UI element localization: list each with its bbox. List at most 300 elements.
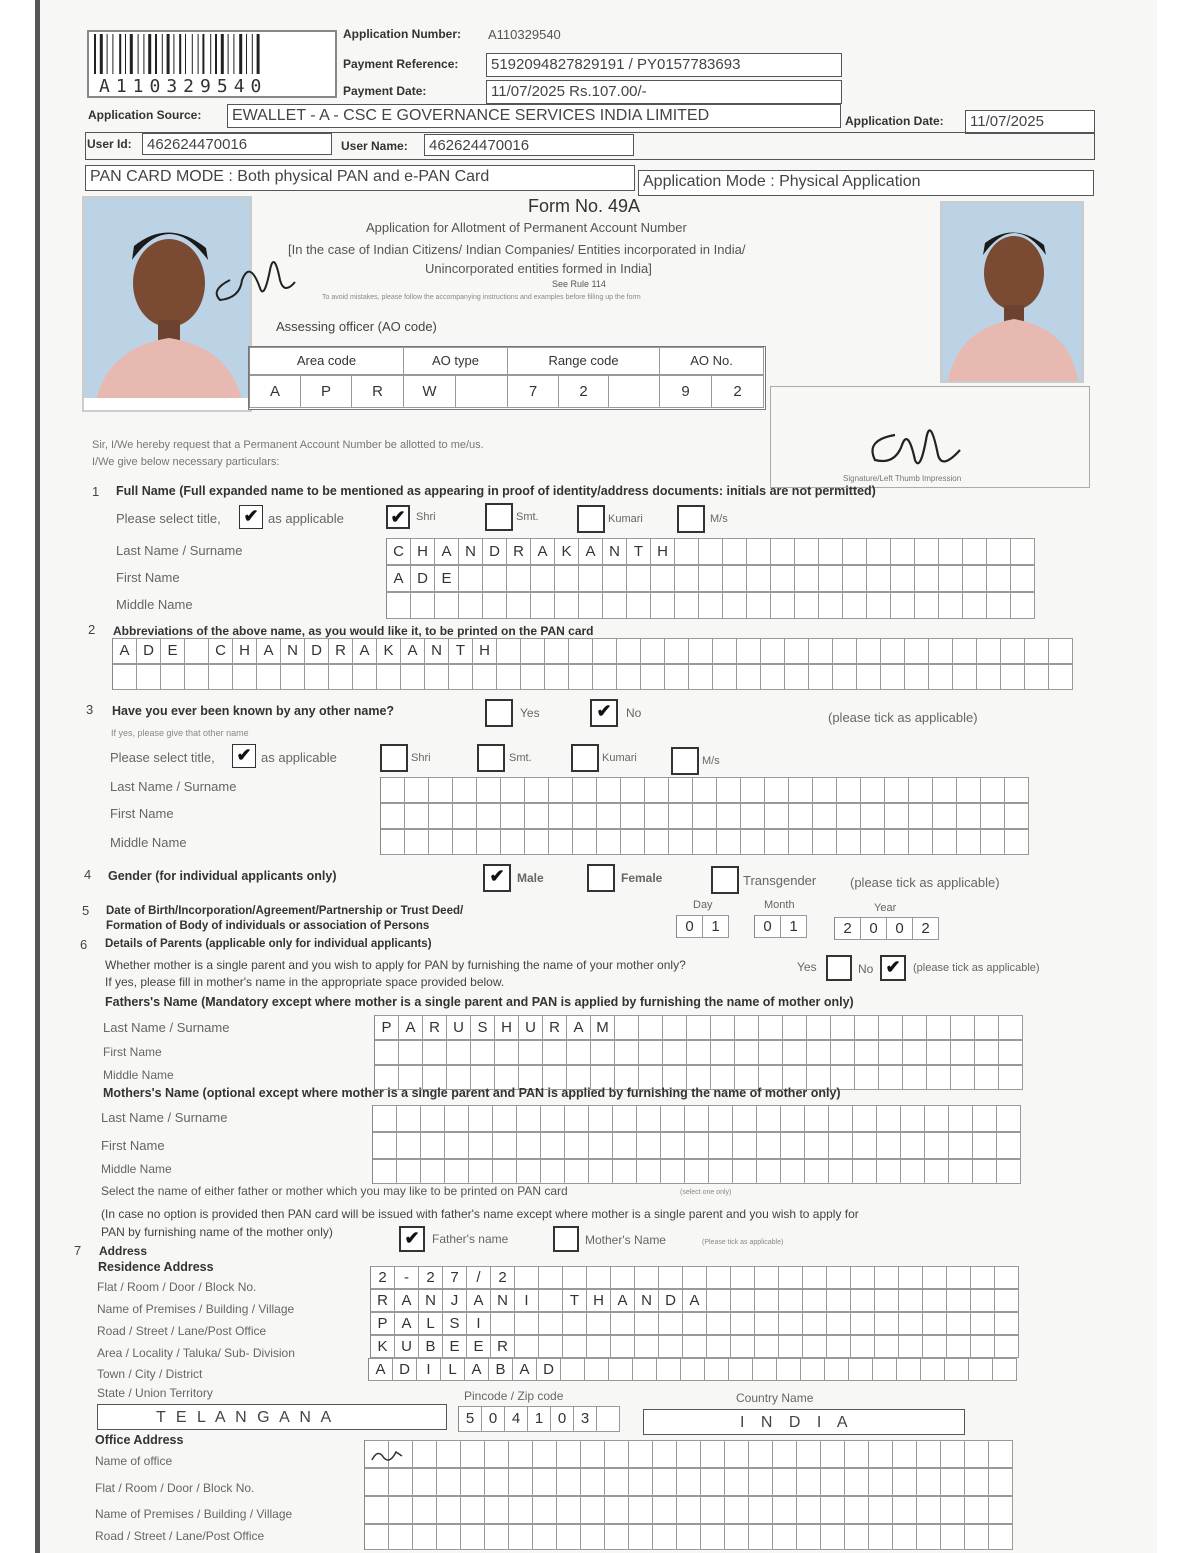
- char-cell: [683, 1335, 707, 1358]
- char-cell: [949, 1159, 973, 1184]
- char-cell: [677, 1496, 701, 1524]
- char-cell: [437, 1468, 461, 1496]
- char-cell: [677, 1468, 701, 1496]
- char-cell: [613, 1132, 637, 1159]
- char-cell: [497, 638, 521, 664]
- char-cell: [981, 829, 1005, 855]
- smt-checkbox[interactable]: [485, 503, 513, 531]
- user-name-field: 462624470016: [424, 134, 634, 156]
- char-cell: [621, 803, 645, 829]
- char-cell: [869, 1496, 893, 1524]
- char-cell: [437, 1524, 461, 1550]
- char-cell: [469, 1132, 493, 1159]
- char-cell: H: [233, 638, 257, 664]
- char-cell: [729, 1358, 753, 1381]
- char-cell: L: [441, 1358, 465, 1381]
- single-parent-yes-checkbox[interactable]: [826, 955, 852, 981]
- char-cell: [563, 1312, 587, 1335]
- char-cell: [1011, 592, 1035, 619]
- char-cell: [831, 1015, 855, 1040]
- char-cell: [561, 1358, 585, 1381]
- application-source-label: Application Source:: [88, 108, 202, 122]
- char-cell: [747, 565, 771, 592]
- char-cell: [519, 1040, 543, 1065]
- char-cell: M: [591, 1015, 615, 1040]
- char-cell: [365, 1468, 389, 1496]
- char-cell: [445, 1159, 469, 1184]
- char-cell: [725, 1440, 749, 1468]
- char-cell: [1001, 638, 1025, 664]
- char-cell: [689, 664, 713, 690]
- char-cell: [701, 1524, 725, 1550]
- char-cell: [555, 565, 579, 592]
- char-cell: [1005, 777, 1029, 803]
- char-cell: [797, 1524, 821, 1550]
- char-cell: 1: [528, 1406, 551, 1432]
- char-cell: [507, 565, 531, 592]
- char-cell: U: [519, 1015, 543, 1040]
- char-cell: [459, 592, 483, 619]
- char-cell: [533, 1468, 557, 1496]
- fathers-name-checkbox[interactable]: ✔: [399, 1226, 425, 1252]
- char-cell: [493, 1159, 517, 1184]
- barcode-bar: [138, 34, 139, 74]
- char-cell: [879, 1040, 903, 1065]
- char-cell: [669, 829, 693, 855]
- char-cell: [645, 777, 669, 803]
- female-checkbox[interactable]: [587, 864, 615, 892]
- payment-date-label: Payment Date:: [343, 84, 427, 98]
- char-cell: [387, 592, 411, 619]
- char-cell: [185, 664, 209, 690]
- char-cell: [617, 638, 641, 664]
- title-prompt-3: Please select title,: [110, 750, 215, 765]
- char-cell: [621, 829, 645, 855]
- char-cell: [761, 638, 785, 664]
- char-cell: [477, 777, 501, 803]
- char-cell: B: [419, 1335, 443, 1358]
- barcode-bar: [119, 34, 121, 74]
- char-cell: -: [395, 1266, 419, 1289]
- char-cell: [893, 1440, 917, 1468]
- char-cell: [725, 1496, 749, 1524]
- other-name-yes-checkbox[interactable]: [485, 699, 513, 727]
- char-cell: A: [399, 1015, 423, 1040]
- char-cell: [805, 1105, 829, 1132]
- char-cell: 0: [551, 1406, 574, 1432]
- char-cell: [413, 1440, 437, 1468]
- char-cell: [885, 777, 909, 803]
- char-cell: A: [395, 1289, 419, 1312]
- payment-date-field: 11/07/2025 Rs.107.00/-: [486, 80, 842, 104]
- char-cell: K: [371, 1335, 395, 1358]
- char-cell: [905, 664, 929, 690]
- char-cell: [773, 1440, 797, 1468]
- shri-label-3: Shri: [411, 752, 431, 764]
- transgender-checkbox[interactable]: [711, 866, 739, 894]
- char-cell: [981, 803, 1005, 829]
- other-name-no-checkbox[interactable]: ✔: [590, 699, 618, 727]
- char-cell: T: [449, 638, 473, 664]
- male-checkbox[interactable]: ✔: [483, 864, 511, 892]
- char-cell: A: [353, 638, 377, 664]
- kumari-checkbox-3[interactable]: [571, 744, 599, 772]
- char-cell: [753, 1358, 777, 1381]
- char-cell: [801, 1358, 825, 1381]
- char-cell: [549, 777, 573, 803]
- char-cell: [901, 1132, 925, 1159]
- char-cell: J: [443, 1289, 467, 1312]
- char-cell: [605, 1440, 629, 1468]
- char-cell: [875, 1266, 899, 1289]
- smt-label-3: Smt.: [509, 752, 532, 764]
- char-cell: [927, 1040, 951, 1065]
- char-cell: [669, 777, 693, 803]
- kumari-checkbox[interactable]: [577, 505, 605, 533]
- ms-checkbox[interactable]: [677, 505, 705, 533]
- char-cell: [557, 1524, 581, 1550]
- char-cell: [965, 1468, 989, 1496]
- char-cell: [995, 1312, 1019, 1335]
- father-middle-name-label: Middle Name: [103, 1068, 174, 1082]
- pincode-grid: [458, 1406, 620, 1432]
- road-label: Road / Street / Lane/Post Office: [97, 1324, 267, 1338]
- char-cell: [837, 803, 861, 829]
- page-edge: [35, 0, 40, 1553]
- section-1-heading: Full Name (Full expanded name to be mentioned as appearing in proof of identity/address documents: initials are not permitted): [116, 484, 876, 498]
- ao-cell: 7: [508, 375, 559, 408]
- char-cell: E: [161, 638, 185, 664]
- char-cell: [569, 638, 593, 664]
- char-cell: [757, 1132, 781, 1159]
- char-cell: [861, 777, 885, 803]
- char-cell: [675, 565, 699, 592]
- section-5-number: 5: [82, 903, 90, 918]
- smt-checkbox-3[interactable]: [477, 744, 505, 772]
- select-parent-note: Select the name of either father or mother which you may like to be printed on PAN card: [101, 1184, 568, 1198]
- char-cell: [909, 803, 933, 829]
- char-cell: [737, 638, 761, 664]
- char-cell: [677, 1440, 701, 1468]
- char-cell: [821, 1468, 845, 1496]
- char-cell: [1001, 664, 1025, 690]
- char-cell: R: [491, 1335, 515, 1358]
- application-source-field: EWALLET - A - CSC E GOVERNANCE SERVICES INDIA LIMITED: [227, 104, 841, 128]
- char-cell: [653, 1440, 677, 1468]
- barcode-bar: [179, 34, 181, 74]
- char-cell: [659, 1266, 683, 1289]
- char-cell: [685, 1105, 709, 1132]
- char-cell: [897, 1358, 921, 1381]
- char-cell: [509, 1524, 533, 1550]
- char-cell: [501, 829, 525, 855]
- user-id-label: User Id:: [87, 137, 132, 151]
- ao-cell: P: [301, 375, 352, 408]
- char-cell: [785, 664, 809, 690]
- char-cell: S: [471, 1015, 495, 1040]
- char-cell: [629, 1468, 653, 1496]
- char-cell: [807, 1040, 831, 1065]
- char-cell: E: [467, 1335, 491, 1358]
- char-cell: [1005, 803, 1029, 829]
- mothers-name-checkbox[interactable]: [553, 1226, 579, 1252]
- char-cell: D: [305, 638, 329, 664]
- ao-header-area-code: Area code: [250, 347, 404, 375]
- state-label: State / Union Territory: [97, 1386, 213, 1400]
- char-cell: [629, 1440, 653, 1468]
- fathers-name-option: Father's name: [432, 1232, 509, 1246]
- char-cell: [613, 1159, 637, 1184]
- single-parent-yes-label: Yes: [797, 960, 817, 974]
- ms-checkbox-3[interactable]: [671, 747, 699, 775]
- char-cell: [471, 1040, 495, 1065]
- address-heading: Address: [99, 1244, 148, 1258]
- ao-cell: 2: [712, 375, 764, 408]
- single-parent-no-label: No: [858, 962, 874, 976]
- char-cell: U: [447, 1015, 471, 1040]
- char-cell: [977, 664, 1001, 690]
- char-cell: [389, 1468, 413, 1496]
- char-cell: [557, 1468, 581, 1496]
- premises-grid: [370, 1289, 1019, 1312]
- barcode: [87, 30, 337, 98]
- char-cell: [939, 565, 963, 592]
- char-cell: [701, 1496, 725, 1524]
- barcode-bar: [233, 34, 234, 74]
- char-cell: [819, 592, 843, 619]
- user-id-field: 462624470016: [142, 133, 332, 155]
- char-cell: [731, 1312, 755, 1335]
- user-name-label: User Name:: [341, 139, 408, 153]
- char-cell: [531, 565, 555, 592]
- char-cell: [611, 1335, 635, 1358]
- char-cell: [629, 1524, 653, 1550]
- char-cell: [773, 1496, 797, 1524]
- shri-checkbox[interactable]: ✔: [386, 505, 410, 529]
- char-cell: [779, 1289, 803, 1312]
- char-cell: [853, 1159, 877, 1184]
- char-cell: [805, 1159, 829, 1184]
- char-cell: [597, 803, 621, 829]
- barcode-bar: [155, 34, 157, 74]
- char-cell: [925, 1159, 949, 1184]
- char-cell: [829, 1159, 853, 1184]
- char-cell: [699, 565, 723, 592]
- char-cell: [755, 1289, 779, 1312]
- char-cell: [389, 1524, 413, 1550]
- char-cell: [741, 829, 765, 855]
- char-cell: [837, 777, 861, 803]
- char-cell: H: [411, 538, 435, 565]
- char-cell: [675, 592, 699, 619]
- ao-cell: A: [250, 375, 301, 408]
- char-cell: [597, 777, 621, 803]
- char-cell: [581, 1440, 605, 1468]
- char-cell: [757, 1105, 781, 1132]
- char-cell: [989, 1524, 1013, 1550]
- char-cell: [785, 638, 809, 664]
- char-cell: [995, 1289, 1019, 1312]
- char-cell: [827, 1266, 851, 1289]
- as-applicable-3: as applicable: [261, 750, 337, 765]
- char-cell: [629, 1496, 653, 1524]
- char-cell: [741, 777, 765, 803]
- char-cell: [981, 777, 1005, 803]
- char-cell: R: [329, 638, 353, 664]
- char-cell: [725, 1468, 749, 1496]
- char-cell: [589, 1105, 613, 1132]
- char-cell: [827, 1312, 851, 1335]
- father-first-name-label: First Name: [103, 1045, 162, 1059]
- char-cell: [873, 1358, 897, 1381]
- town-grid: [368, 1358, 1017, 1381]
- char-cell: [491, 1312, 515, 1335]
- char-cell: [707, 1335, 731, 1358]
- char-cell: N: [281, 638, 305, 664]
- char-cell: [733, 1159, 757, 1184]
- char-cell: [233, 664, 257, 690]
- char-cell: E: [443, 1335, 467, 1358]
- char-cell: [795, 538, 819, 565]
- char-cell: [771, 538, 795, 565]
- barcode-bar: [246, 34, 247, 74]
- char-cell: [949, 1132, 973, 1159]
- char-cell: [803, 1312, 827, 1335]
- char-cell: [951, 1065, 975, 1090]
- section-6-heading: Details of Parents (applicable only for individual applicants): [105, 938, 432, 950]
- char-cell: [731, 1335, 755, 1358]
- char-cell: [821, 1440, 845, 1468]
- char-cell: [749, 1440, 773, 1468]
- kumari-label: Kumari: [608, 513, 643, 525]
- first-name-label: First Name: [116, 570, 180, 585]
- char-cell: [565, 1132, 589, 1159]
- char-cell: [477, 829, 501, 855]
- char-cell: [533, 1496, 557, 1524]
- char-cell: [735, 1015, 759, 1040]
- barcode-bars: [92, 34, 332, 78]
- day-label: Day: [693, 899, 713, 911]
- char-cell: [611, 1266, 635, 1289]
- single-parent-no-checkbox[interactable]: ✔: [880, 955, 906, 981]
- char-cell: [893, 1524, 917, 1550]
- char-cell: [381, 829, 405, 855]
- char-cell: [563, 1335, 587, 1358]
- char-cell: [927, 1065, 951, 1090]
- char-cell: [901, 1159, 925, 1184]
- char-cell: [825, 1358, 849, 1381]
- char-cell: [875, 1289, 899, 1312]
- char-cell: [971, 1266, 995, 1289]
- char-cell: I: [417, 1358, 441, 1381]
- char-cell: [875, 1335, 899, 1358]
- char-cell: [713, 638, 737, 664]
- char-cell: [717, 829, 741, 855]
- char-cell: [437, 1496, 461, 1524]
- char-cell: [947, 1266, 971, 1289]
- char-cell: [803, 1289, 827, 1312]
- char-cell: [483, 565, 507, 592]
- char-cell: [939, 538, 963, 565]
- char-cell: [365, 1524, 389, 1550]
- char-cell: [1025, 638, 1049, 664]
- char-cell: [645, 829, 669, 855]
- char-cell: [609, 1358, 633, 1381]
- char-cell: [875, 1312, 899, 1335]
- office-premises-label: Name of Premises / Building / Village: [95, 1507, 293, 1521]
- mother-last-name-grid: [372, 1105, 1021, 1132]
- area-grid: [370, 1335, 1019, 1358]
- char-cell: [833, 664, 857, 690]
- char-cell: [957, 829, 981, 855]
- shri-checkbox-3[interactable]: [380, 744, 408, 772]
- char-cell: [909, 777, 933, 803]
- char-cell: [1011, 565, 1035, 592]
- char-cell: [893, 1496, 917, 1524]
- char-cell: [569, 664, 593, 690]
- char-cell: H: [495, 1015, 519, 1040]
- char-cell: [563, 1266, 587, 1289]
- char-cell: [421, 1159, 445, 1184]
- char-cell: [987, 565, 1011, 592]
- char-cell: [603, 592, 627, 619]
- char-cell: [709, 1159, 733, 1184]
- char-cell: [539, 1266, 563, 1289]
- char-cell: [999, 1015, 1023, 1040]
- other-last-name-label: Last Name / Surname: [110, 779, 237, 794]
- char-cell: [971, 1312, 995, 1335]
- char-cell: [755, 1266, 779, 1289]
- example-tick-box-3: ✔: [232, 744, 256, 768]
- other-middle-name-label: Middle Name: [110, 835, 187, 850]
- section-4-tick-note: (please tick as applicable): [850, 875, 1000, 890]
- char-cell: [597, 1406, 620, 1432]
- char-cell: [589, 1132, 613, 1159]
- char-cell: [593, 638, 617, 664]
- father-first-name-grid: [374, 1040, 1023, 1065]
- char-cell: [469, 1105, 493, 1132]
- barcode-bar: [198, 34, 199, 74]
- char-cell: [869, 1468, 893, 1496]
- char-cell: [587, 1312, 611, 1335]
- section-6-number: 6: [80, 937, 88, 952]
- char-cell: [549, 829, 573, 855]
- char-cell: [707, 1312, 731, 1335]
- char-cell: [501, 803, 525, 829]
- father-heading: Fathers's Name (Mandatory except where mother is a single parent and PAN is applied by furnishing the name of mother only): [105, 995, 854, 1009]
- char-cell: [855, 1040, 879, 1065]
- char-cell: [965, 1440, 989, 1468]
- char-cell: [891, 565, 915, 592]
- request-line-2: I/We give below necessary particulars:: [92, 456, 280, 468]
- char-cell: [831, 1040, 855, 1065]
- char-cell: [945, 1358, 969, 1381]
- barcode-bar: [257, 34, 260, 74]
- char-cell: [661, 1132, 685, 1159]
- char-cell: [813, 777, 837, 803]
- char-cell: [399, 1040, 423, 1065]
- char-cell: [827, 1335, 851, 1358]
- barcode-bar: [185, 34, 186, 74]
- char-cell: [891, 538, 915, 565]
- char-cell: [807, 1015, 831, 1040]
- char-cell: 2: [371, 1266, 395, 1289]
- applicant-photo-right: [940, 201, 1084, 383]
- char-cell: [653, 1496, 677, 1524]
- char-cell: [579, 565, 603, 592]
- char-cell: [975, 1065, 999, 1090]
- char-cell: [813, 803, 837, 829]
